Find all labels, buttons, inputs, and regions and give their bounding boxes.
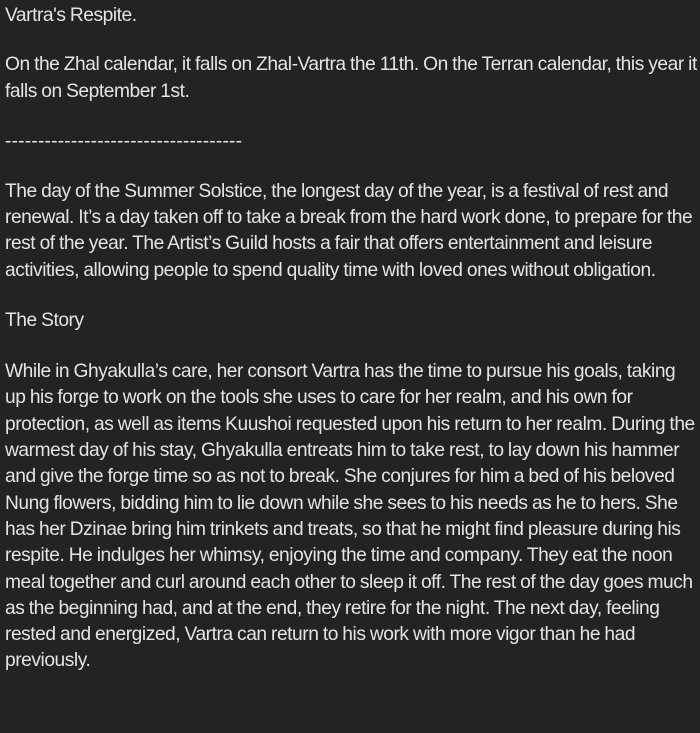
document-body bbox=[5, 3, 697, 699]
date-info-paragraph: On the Zhal calendar, it falls on Zhal-Vartra the 11th. On the Terran calendar, this year it falls on September 1st. bbox=[5, 54, 697, 102]
story-paragraph: While in Ghyakulla’s care, her consort Vartra has the time to pursue his goals, taking up his forge to work on the tools she uses to care for her realm, and his own for protection, as well as items Kuushoi requested upon his return to her realm. During the warmest day of his stay, Ghyakulla entreats him to take rest, to lay down his hammer and give the forge time so as not to break. She conjures for him a bed of his beloved Nung flowers, bidding him to lie down while she sees to his needs as he to hers. She has her Dzinae bring him trinkets and treats, so that he might find pleasure during his respite. He indulges her whimsy, enjoying the time and company. They eat the noon meal together and curl around each other to sleep it off. The rest of the day goes much as the beginning had, and at the end, they retire for the night. The next day, feeling rested and energized, Vartra can return to his work with more vigor than he had previously. bbox=[5, 361, 695, 672]
description-paragraph: The day of the Summer Solstice, the longest day of the year, is a festival of rest and renewal. It’s a day taken off to take a break from the hard work done, to prepare for the rest of the year. The Artist’s Guild hosts a fair that offers entertainment and leisure activities, allowing people to spend quality time with loved ones without obligation. bbox=[5, 180, 693, 281]
document-title: Vartra's Respite. bbox=[5, 5, 137, 26]
divider-line: ------------------------------------ bbox=[5, 131, 243, 153]
story-heading: The Story bbox=[5, 310, 84, 332]
